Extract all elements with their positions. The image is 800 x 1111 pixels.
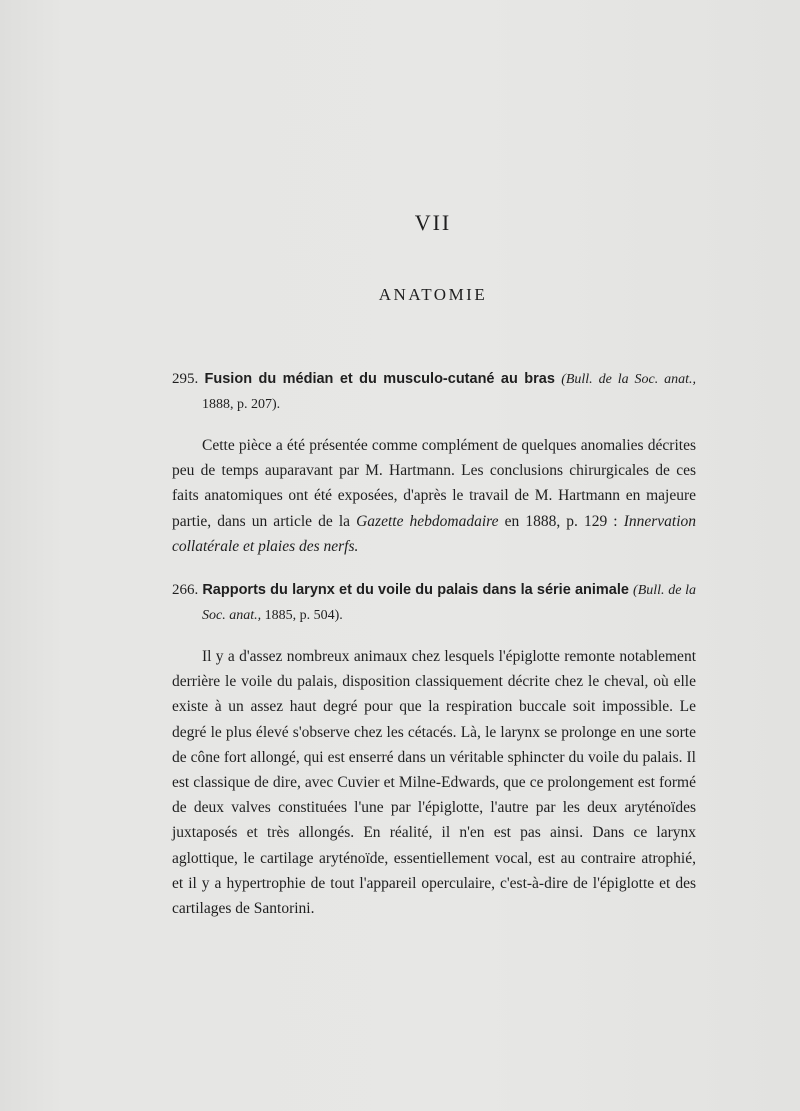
reference-source: (Bull. de la Soc. anat., <box>202 583 697 623</box>
entry-title: Rapports du larynx et du voile du palais dans la série animale <box>202 582 629 598</box>
chapter-number: VII <box>414 210 452 235</box>
entry-number: 266. <box>172 582 199 598</box>
entry-heading <box>172 578 696 628</box>
reference-detail: 1885, p. 504). <box>264 608 343 623</box>
reference-source: (Bull. de la Soc. anat., <box>561 372 697 387</box>
entry-266 <box>172 578 696 921</box>
entry-paragraph <box>172 433 696 559</box>
paragraph-text: Cette pièce a été présentée comme complément de quelques anomalies décrites peu de temps auparavant par M. Hartmann. Les conclusions chirurgicales de ces faits anatomiques ont été exposées, d'après le travail de M. Hartmann en majeure partie, dans un article de la <box>172 437 696 530</box>
section-title: ANATOMIE <box>378 285 488 304</box>
journal-name: Gazette hebdomadaire <box>356 512 499 530</box>
entry-295 <box>172 367 696 559</box>
article-title: Innervation collatérale et plaies des nerfs. <box>172 512 697 555</box>
paragraph-text-cont: en 1888, p. 129 : <box>504 512 618 530</box>
reference-detail: 1888, p. 207). <box>202 397 281 412</box>
entry-number: 295. <box>172 371 199 387</box>
entry-paragraph: Il y a d'assez nombreux animaux chez lesquels l'épiglotte remonte notablement derrière le voile du palais, disposition classiquement décrite chez le cheval, où elle existe à un assez haut degré pour que la respiration buccale soit impossible. Le degré le plus élevé s'observe chez les cétacés. Là, le larynx se prolonge en une sorte de cône fort allongé, qui est enserré dans un véritable sphincter du voile du palais. Il est classique de dire, avec Cuvier et Milne-Edwards, que ce prolongement est formé de deux valves constituées l'une par l'épiglotte, l'autre par les deux aryténoïdes juxtaposés et très allongés. En réalité, il n'en est pas ainsi. Dans ce larynx aglottique, le cartilage aryténoïde, essentiellement vocal, est au contraire atrophié, et il y a hypertrophie de tout l'appareil operculaire, c'est-à-dire de l'épiglotte et des cartilages de Santorini. <box>172 648 696 918</box>
entry-heading <box>172 367 696 417</box>
entry-title: Fusion du médian et du musculo-cutané au bras <box>204 371 555 387</box>
